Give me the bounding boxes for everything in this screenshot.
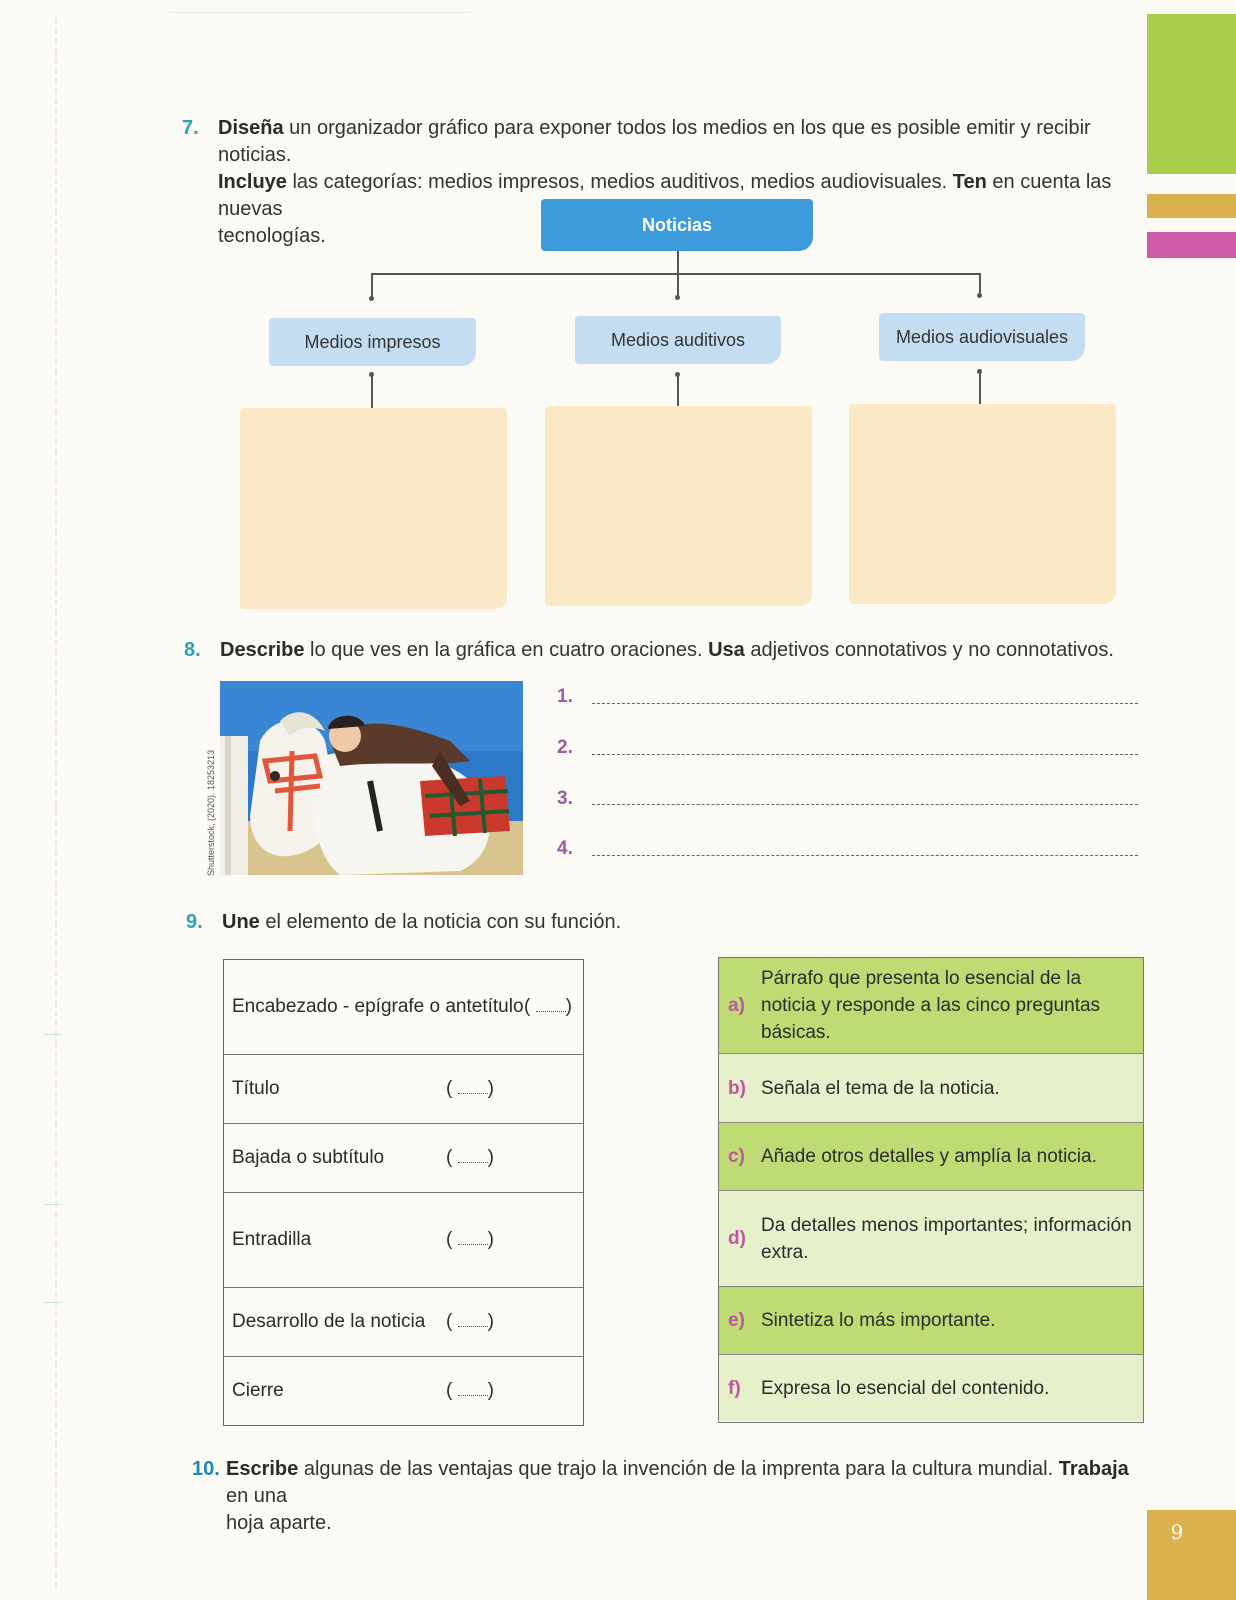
- side-tab-pink: [1147, 232, 1236, 258]
- connector-line: [371, 372, 373, 408]
- table-row: [719, 1287, 1143, 1355]
- question-10-line-1: [226, 1456, 1146, 1510]
- side-tab-green: [1147, 14, 1236, 174]
- table-row: [224, 1055, 583, 1124]
- table-row: [224, 1193, 583, 1288]
- table-row: [224, 960, 583, 1055]
- function-text: Añade otros detalles y amplía la noticia.: [761, 1146, 1097, 1167]
- margin-tick: [44, 1204, 62, 1205]
- answer-number: 4.: [557, 838, 573, 859]
- function-letter: a): [728, 995, 745, 1016]
- table-row: [719, 1191, 1143, 1287]
- margin-tick: [44, 1034, 62, 1035]
- photo-credit: Shutterstock, (2020). 18253213: [206, 749, 216, 876]
- paren: (: [524, 996, 531, 1017]
- page-number: 9: [1170, 1520, 1184, 1544]
- connector-dot: [977, 293, 982, 298]
- table-row: [719, 1123, 1143, 1191]
- question-number: 7.: [182, 117, 199, 139]
- functions-table: [718, 957, 1144, 1423]
- table-row: [719, 1054, 1143, 1123]
- connector-dot: [369, 296, 374, 301]
- connector-line: [371, 273, 373, 298]
- table-row: [224, 1124, 583, 1193]
- paren: ): [487, 1078, 494, 1099]
- verb: Usa: [708, 639, 745, 661]
- text: algunas de las ventajas que trajo la invención de la imprenta para la cultura mundial.: [298, 1458, 1059, 1480]
- paren: ): [487, 1311, 494, 1332]
- answer-line-4[interactable]: [592, 855, 1138, 856]
- function-letter: e): [728, 1310, 745, 1331]
- element-label: Encabezado - epígrafe o antetítulo: [232, 996, 524, 1017]
- question-7-line-1: [218, 115, 1138, 169]
- element-label: Título: [232, 1078, 280, 1099]
- question-number: 8.: [184, 639, 201, 661]
- verb: Incluye: [218, 171, 287, 193]
- element-label: Cierre: [232, 1380, 284, 1401]
- paren: (: [446, 1229, 453, 1250]
- paren: ): [487, 1380, 494, 1401]
- element-label: Bajada o subtítulo: [232, 1147, 385, 1168]
- category-box-audiovisuales: Medios audiovisuales: [879, 313, 1085, 361]
- element-label: Entradilla: [232, 1229, 312, 1250]
- answer-blank[interactable]: [446, 1311, 494, 1333]
- table-row: [224, 1288, 583, 1357]
- answer-blank[interactable]: [446, 1147, 494, 1169]
- answer-box-auditivos[interactable]: [545, 406, 812, 606]
- text: adjetivos connotativos y no connotativos.: [744, 639, 1114, 661]
- element-label: Desarrollo de la noticia: [232, 1311, 426, 1332]
- question-10-line-2: hoja aparte.: [226, 1512, 332, 1534]
- function-letter: c): [728, 1146, 745, 1167]
- top-rule: [170, 12, 470, 13]
- question-7-line-3: tecnologías.: [218, 225, 326, 247]
- verb: Ten: [952, 171, 987, 193]
- answer-line-2[interactable]: [592, 754, 1138, 755]
- text: lo que ves en la gráfica en cuatro oraciones.: [304, 639, 709, 661]
- verb: Describe: [220, 639, 305, 661]
- function-text: Señala el tema de la noticia.: [761, 1077, 1000, 1099]
- connector-line: [979, 369, 981, 405]
- function-text: Expresa lo esencial del contenido.: [761, 1377, 1050, 1399]
- answer-box-impresos[interactable]: [240, 408, 507, 609]
- verb: Une: [222, 911, 260, 933]
- paren: ): [487, 1147, 494, 1168]
- verb: Trabaja: [1058, 1458, 1129, 1480]
- diagram-root-box: Noticias: [541, 199, 813, 251]
- function-letter: d): [728, 1228, 746, 1249]
- category-box-auditivos: Medios auditivos: [575, 316, 781, 364]
- connector-line: [677, 372, 679, 406]
- function-text: Sintetiza lo más importante.: [761, 1310, 996, 1331]
- paren: ): [565, 996, 572, 1017]
- elements-table: [223, 959, 584, 1426]
- function-text: Da detalles menos importantes; información extra.: [761, 1214, 1132, 1263]
- function-text: Párrafo que presenta lo esencial de la noticia y responde a las cinco preguntas básicas.: [761, 968, 1101, 1043]
- photo-girl-with-pony: [220, 681, 523, 875]
- paren: (: [446, 1147, 453, 1168]
- question-10: [192, 1456, 1146, 1537]
- question-number: 10.: [192, 1458, 220, 1480]
- margin-tick: [44, 1302, 62, 1303]
- connector-dot: [675, 295, 680, 300]
- answer-number: 2.: [557, 737, 573, 758]
- answer-blank[interactable]: [446, 1078, 494, 1100]
- question-9: [186, 909, 1122, 936]
- answer-line-1[interactable]: [592, 703, 1138, 704]
- side-tab-gold: [1147, 194, 1236, 218]
- text: el elemento de la noticia con su función.: [259, 911, 622, 933]
- paren: (: [446, 1078, 453, 1099]
- paren: (: [446, 1380, 453, 1401]
- function-letter: b): [728, 1077, 746, 1099]
- answer-blank[interactable]: [446, 1380, 494, 1402]
- text: las categorías: medios impresos, medios auditivos, medios audiovisuales.: [286, 171, 953, 193]
- table-row: [719, 1355, 1143, 1421]
- category-box-impresos: Medios impresos: [269, 318, 476, 366]
- text: en cuenta las nuevas: [218, 171, 1112, 220]
- answer-blank[interactable]: [446, 1229, 494, 1251]
- paren: (: [446, 1311, 453, 1332]
- answer-box-audiovisuales[interactable]: [849, 404, 1116, 604]
- function-letter: f): [728, 1377, 741, 1399]
- binding-edge: [55, 18, 59, 1588]
- answer-number: 3.: [557, 788, 573, 809]
- table-row: [224, 1357, 583, 1425]
- text: un organizador gráfico para exponer todos los medios en los que es posible emitir y recibir noticias.: [218, 117, 1091, 166]
- connector-line: [371, 273, 981, 275]
- table-row: [719, 958, 1143, 1054]
- verb: Escribe: [226, 1458, 299, 1480]
- paren: ): [487, 1229, 494, 1250]
- answer-line-3[interactable]: [592, 804, 1138, 805]
- answer-number: 1.: [557, 686, 573, 707]
- verb: Diseña: [218, 117, 284, 139]
- question-number: 9.: [186, 911, 203, 933]
- question-8: [184, 637, 1140, 664]
- answer-blank[interactable]: [524, 996, 572, 1018]
- text: en una: [226, 1485, 288, 1507]
